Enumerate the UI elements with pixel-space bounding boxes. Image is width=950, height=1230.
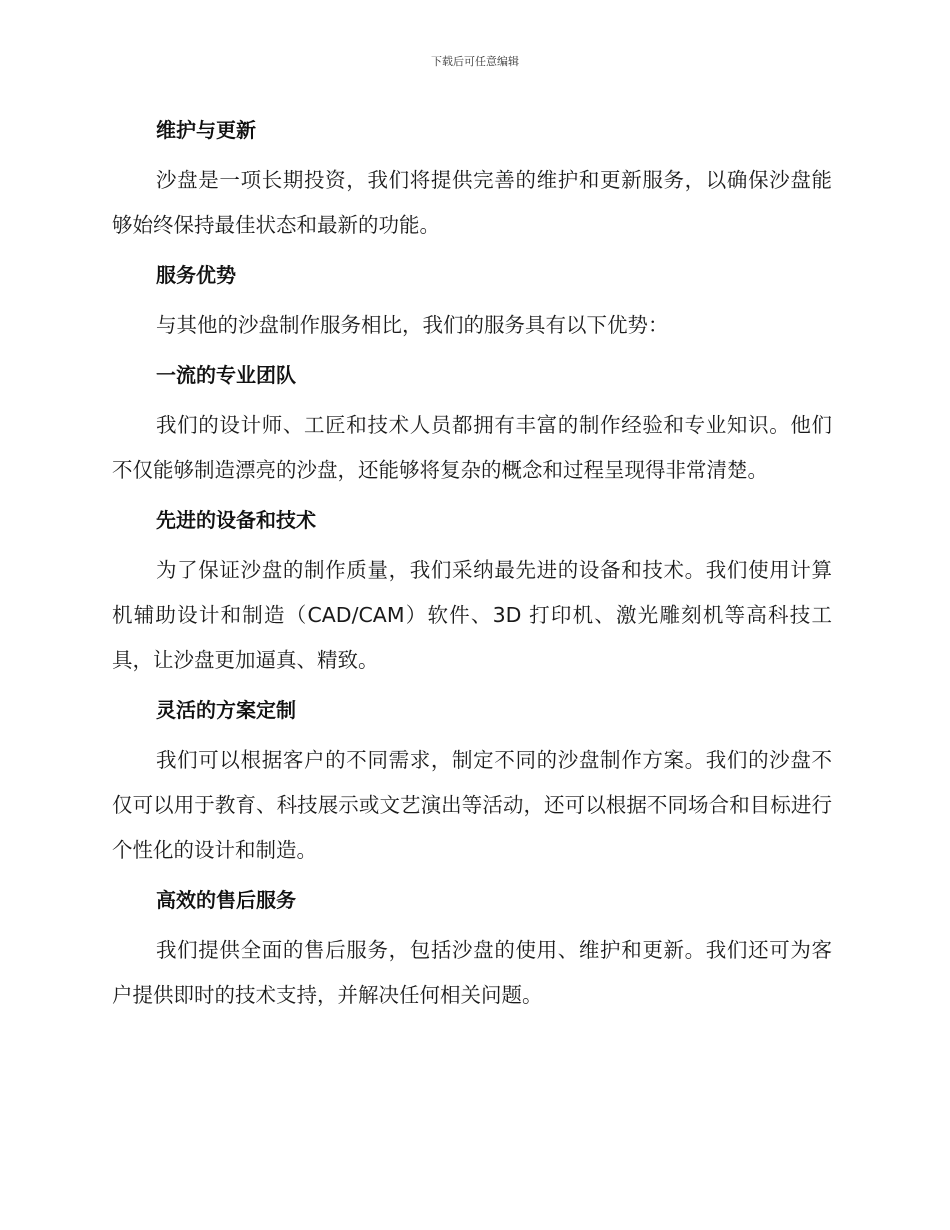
paragraph-advantages: 与其他的沙盘制作服务相比，我们的服务具有以下优势：: [156, 313, 669, 337]
paragraph-maintenance: 沙盘是一项长期投资，我们将提供完善的维护和更新服务，以确保沙盘能够始终保持最佳状态和最新的功能。: [112, 168, 832, 237]
section-heading-maintenance: 维护与更新: [156, 118, 256, 142]
section-heading-equipment: 先进的设备和技术: [156, 508, 316, 532]
section-heading-advantages: 服务优势: [156, 263, 236, 287]
section-heading-customization: 灵活的方案定制: [156, 698, 296, 722]
page-header: 下载后可任意编辑: [431, 55, 519, 68]
document-body: [112, 114, 832, 1018]
section-heading-aftersales: 高效的售后服务: [156, 888, 296, 912]
paragraph-equipment: 为了保证沙盘的制作质量，我们采纳最先进的设备和技术。我们使用计算机辅助设计和制造（CAD/CAM）软件、3D 打印机、激光雕刻机等高科技工具，让沙盘更加逼真、精致。: [112, 558, 832, 672]
section-heading-team: 一流的专业团队: [156, 363, 296, 387]
paragraph-team: 我们的设计师、工匠和技术人员都拥有丰富的制作经验和专业知识。他们不仅能够制造漂亮的沙盘，还能够将复杂的概念和过程呈现得非常清楚。: [112, 413, 832, 482]
paragraph-customization: 我们可以根据客户的不同需求，制定不同的沙盘制作方案。我们的沙盘不仅可以用于教育、科技展示或文艺演出等活动，还可以根据不同场合和目标进行个性化的设计和制造。: [112, 748, 832, 862]
paragraph-aftersales: 我们提供全面的售后服务，包括沙盘的使用、维护和更新。我们还可为客户提供即时的技术支持，并解决任何相关问题。: [112, 938, 832, 1007]
